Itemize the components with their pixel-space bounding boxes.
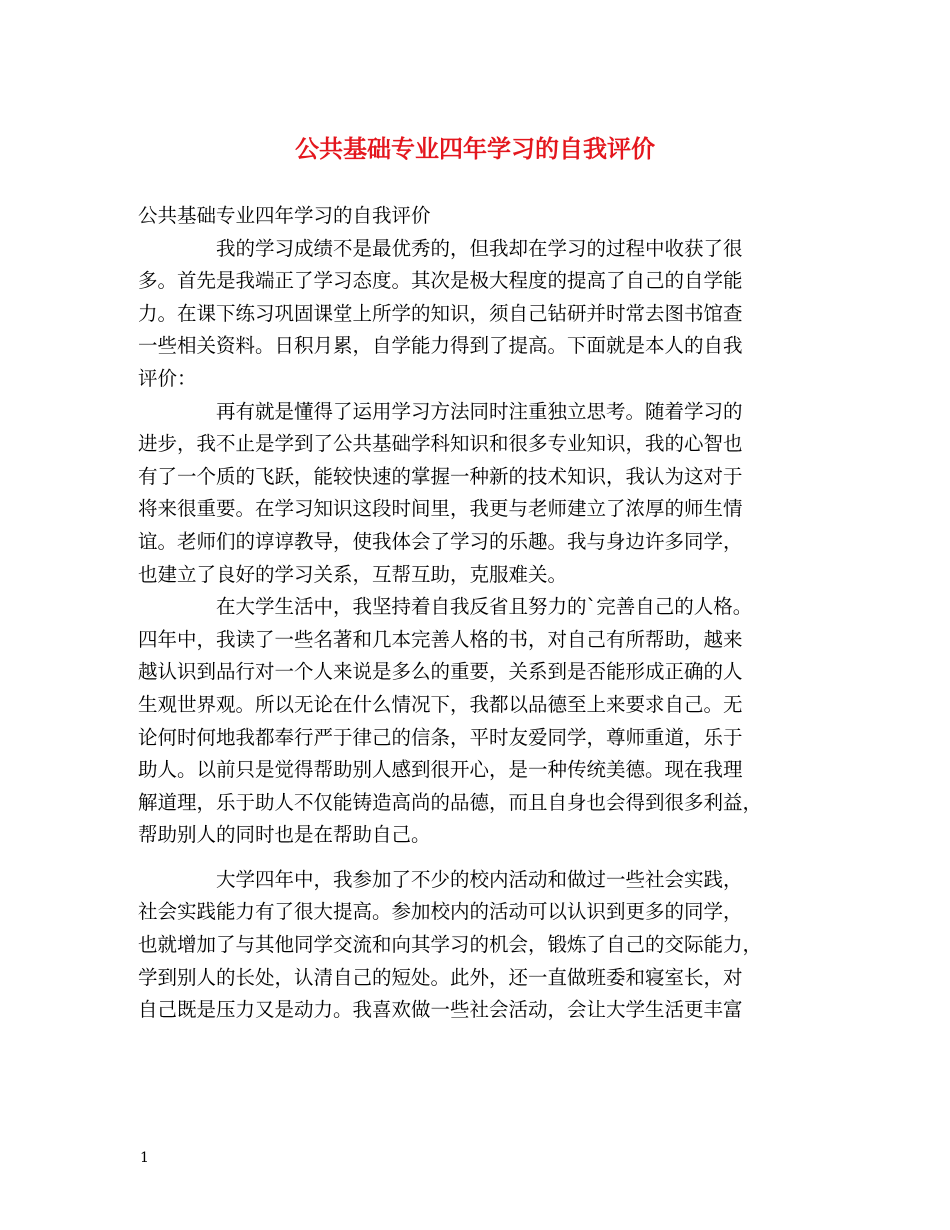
paragraph-line: 自己既是压力又是动力。我喜欢做一些社会活动，会让大学生活更丰富 bbox=[138, 998, 743, 1022]
paragraph-line: 评价： bbox=[138, 366, 197, 390]
paragraph-line: 四年中，我读了一些名著和几本完善人格的书，对自己有所帮助，越来 bbox=[138, 627, 743, 651]
document-title: 公共基础专业四年学习的自我评价 bbox=[295, 134, 655, 163]
paragraph-line: 将来很重要。在学习知识这段时间里，我更与老师建立了浓厚的师生情 bbox=[138, 497, 743, 521]
paragraph-line: 再有就是懂得了运用学习方法同时注重独立思考。随着学习的 bbox=[216, 399, 743, 423]
paragraph-line: 进步，我不止是学到了公共基础学科知识和很多专业知识，我的心智也 bbox=[138, 432, 743, 456]
paragraph-1 bbox=[138, 233, 818, 396]
paragraph-line: 谊。老师们的谆谆教导，使我体会了学习的乐趣。我与身边许多同学， bbox=[138, 529, 743, 553]
paragraph-line: 多。首先是我端正了学习态度。其次是极大程度的提高了自己的自学能 bbox=[138, 269, 743, 293]
paragraph-line: 在大学生活中，我坚持着自我反省且努力的`完善自己的人格。 bbox=[216, 595, 753, 619]
paragraph-line: 助人。以前只是觉得帮助别人感到很开心，是一种传统美德。现在我理 bbox=[138, 758, 743, 782]
paragraph-line: 也建立了良好的学习关系，互帮互助，克服难关。 bbox=[138, 562, 568, 586]
paragraph-line: 有了一个质的飞跃，能较快速的掌握一种新的技术知识，我认为这对于 bbox=[138, 464, 743, 488]
paragraph-3 bbox=[138, 591, 818, 852]
paragraph-line: 社会实践能力有了很大提高。参加校内的活动可以认识到更多的同学， bbox=[138, 900, 743, 924]
paragraph-line: 一些相关资料。日积月累，自学能力得到了提高。下面就是本人的自我 bbox=[138, 334, 743, 358]
paragraph-4 bbox=[138, 864, 818, 1027]
paragraph-line: 也就增加了与其他同学交流和向其学习的机会，锻炼了自己的交际能力， bbox=[138, 933, 763, 957]
paragraph-line: 学到别人的长处，认清自己的短处。此外，还一直做班委和寝室长，对 bbox=[138, 965, 743, 989]
page-number: 1 bbox=[140, 1150, 149, 1166]
paragraph-line: 解道理，乐于助人不仅能铸造高尚的品德，而且自身也会得到很多利益， bbox=[138, 790, 763, 814]
paragraph-line: 帮助别人的同时也是在帮助自己。 bbox=[138, 823, 431, 847]
paragraph-line: 越认识到品行对一个人来说是多么的重要，关系到是否能形成正确的人 bbox=[138, 660, 743, 684]
document-body bbox=[138, 200, 818, 1027]
paragraph-line: 大学四年中，我参加了不少的校内活动和做过一些社会实践， bbox=[216, 867, 743, 891]
document-subtitle: 公共基础专业四年学习的自我评价 bbox=[138, 204, 431, 227]
paragraph-line: 论何时何地我都奉行严于律己的信条，平时友爱同学，尊师重道，乐于 bbox=[138, 725, 743, 749]
paragraph-line: 我的学习成绩不是最优秀的，但我却在学习的过程中收获了很 bbox=[216, 236, 743, 260]
paragraph-2 bbox=[138, 396, 818, 592]
paragraph-line: 生观世界观。所以无论在什么情况下，我都以品德至上来要求自己。无 bbox=[138, 692, 743, 716]
paragraph-line: 力。在课下练习巩固课堂上所学的知识，须自己钻研并时常去图书馆查 bbox=[138, 301, 743, 325]
